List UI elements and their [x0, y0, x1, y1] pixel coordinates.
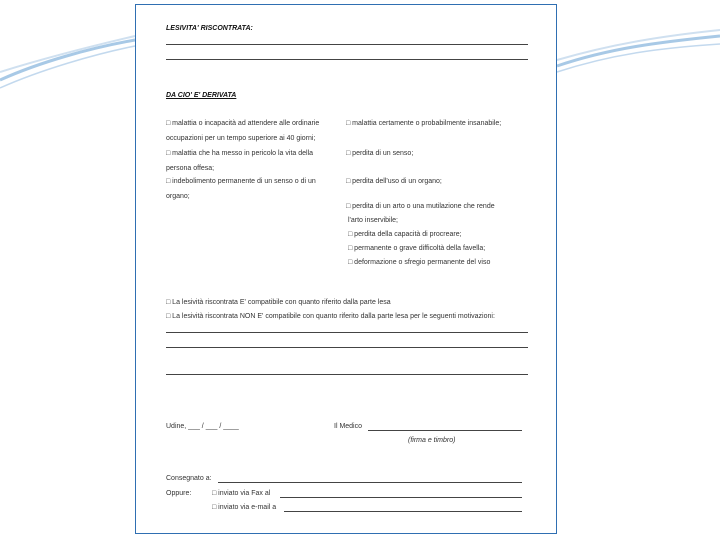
doctor-label: Il Medico [334, 423, 363, 430]
email-line[interactable] [284, 511, 522, 512]
lesivita-line-1[interactable] [166, 44, 528, 45]
right-item[interactable]: □ malattia certamente o probabilmente insanabile; [346, 120, 502, 127]
left-item[interactable]: □ indebolimento permanente di un senso o di un [166, 178, 316, 185]
right-item[interactable]: □ perdita di un arto o una mutilazione che rende [346, 203, 495, 210]
right-item[interactable]: □ perdita dell'uso di un organo; [346, 178, 442, 185]
left-item: occupazioni per un tempo superiore ai 40 giorni; [166, 135, 316, 142]
motivation-line-1[interactable] [166, 332, 528, 333]
right-item[interactable]: □ perdita della capacità di procreare; [348, 231, 462, 238]
right-item[interactable]: □ deformazione o sfregio permanente del viso [348, 259, 491, 266]
delivered-label: Consegnato a: [166, 475, 212, 482]
motivation-line-2[interactable] [166, 347, 528, 348]
fax-line[interactable] [280, 497, 522, 498]
or-label: Oppure: [166, 490, 192, 497]
delivered-line[interactable] [218, 482, 522, 483]
left-item: organo; [166, 193, 190, 200]
email-option[interactable]: □ inviato via e-mail a [212, 504, 277, 511]
place-date[interactable]: Udine, ___ / ___ / ____ [166, 423, 239, 430]
right-item[interactable]: □ perdita di un senso; [346, 150, 414, 157]
signature-hint: (firma e timbro) [408, 437, 456, 444]
compat-yes-option[interactable]: □ La lesività riscontrata E' compatibile con quanto riferito dalla parte lesa [166, 299, 391, 306]
left-item: persona offesa; [166, 165, 215, 172]
right-item[interactable]: □ permanente o grave difficoltà della favella; [348, 245, 486, 252]
signature-line[interactable] [368, 430, 522, 431]
form-title: LESIVITA' RISCONTRATA: [166, 25, 253, 32]
right-item: l'arto inservibile; [348, 217, 398, 224]
section-title: DA CIO' E' DERIVATA [166, 92, 237, 99]
left-item[interactable]: □ malattia o incapacità ad attendere alle ordinarie [166, 120, 320, 127]
compat-no-option[interactable]: □ La lesività riscontrata NON E' compatibile con quanto riferito dalla parte lesa per le seguenti motivazioni: [166, 313, 495, 320]
form-page [135, 4, 557, 534]
motivation-line-3[interactable] [166, 374, 528, 375]
fax-option[interactable]: □ inviato via Fax al [212, 490, 271, 497]
lesivita-line-2[interactable] [166, 59, 528, 60]
left-item[interactable]: □ malattia che ha messo in pericolo la vita della [166, 150, 314, 157]
